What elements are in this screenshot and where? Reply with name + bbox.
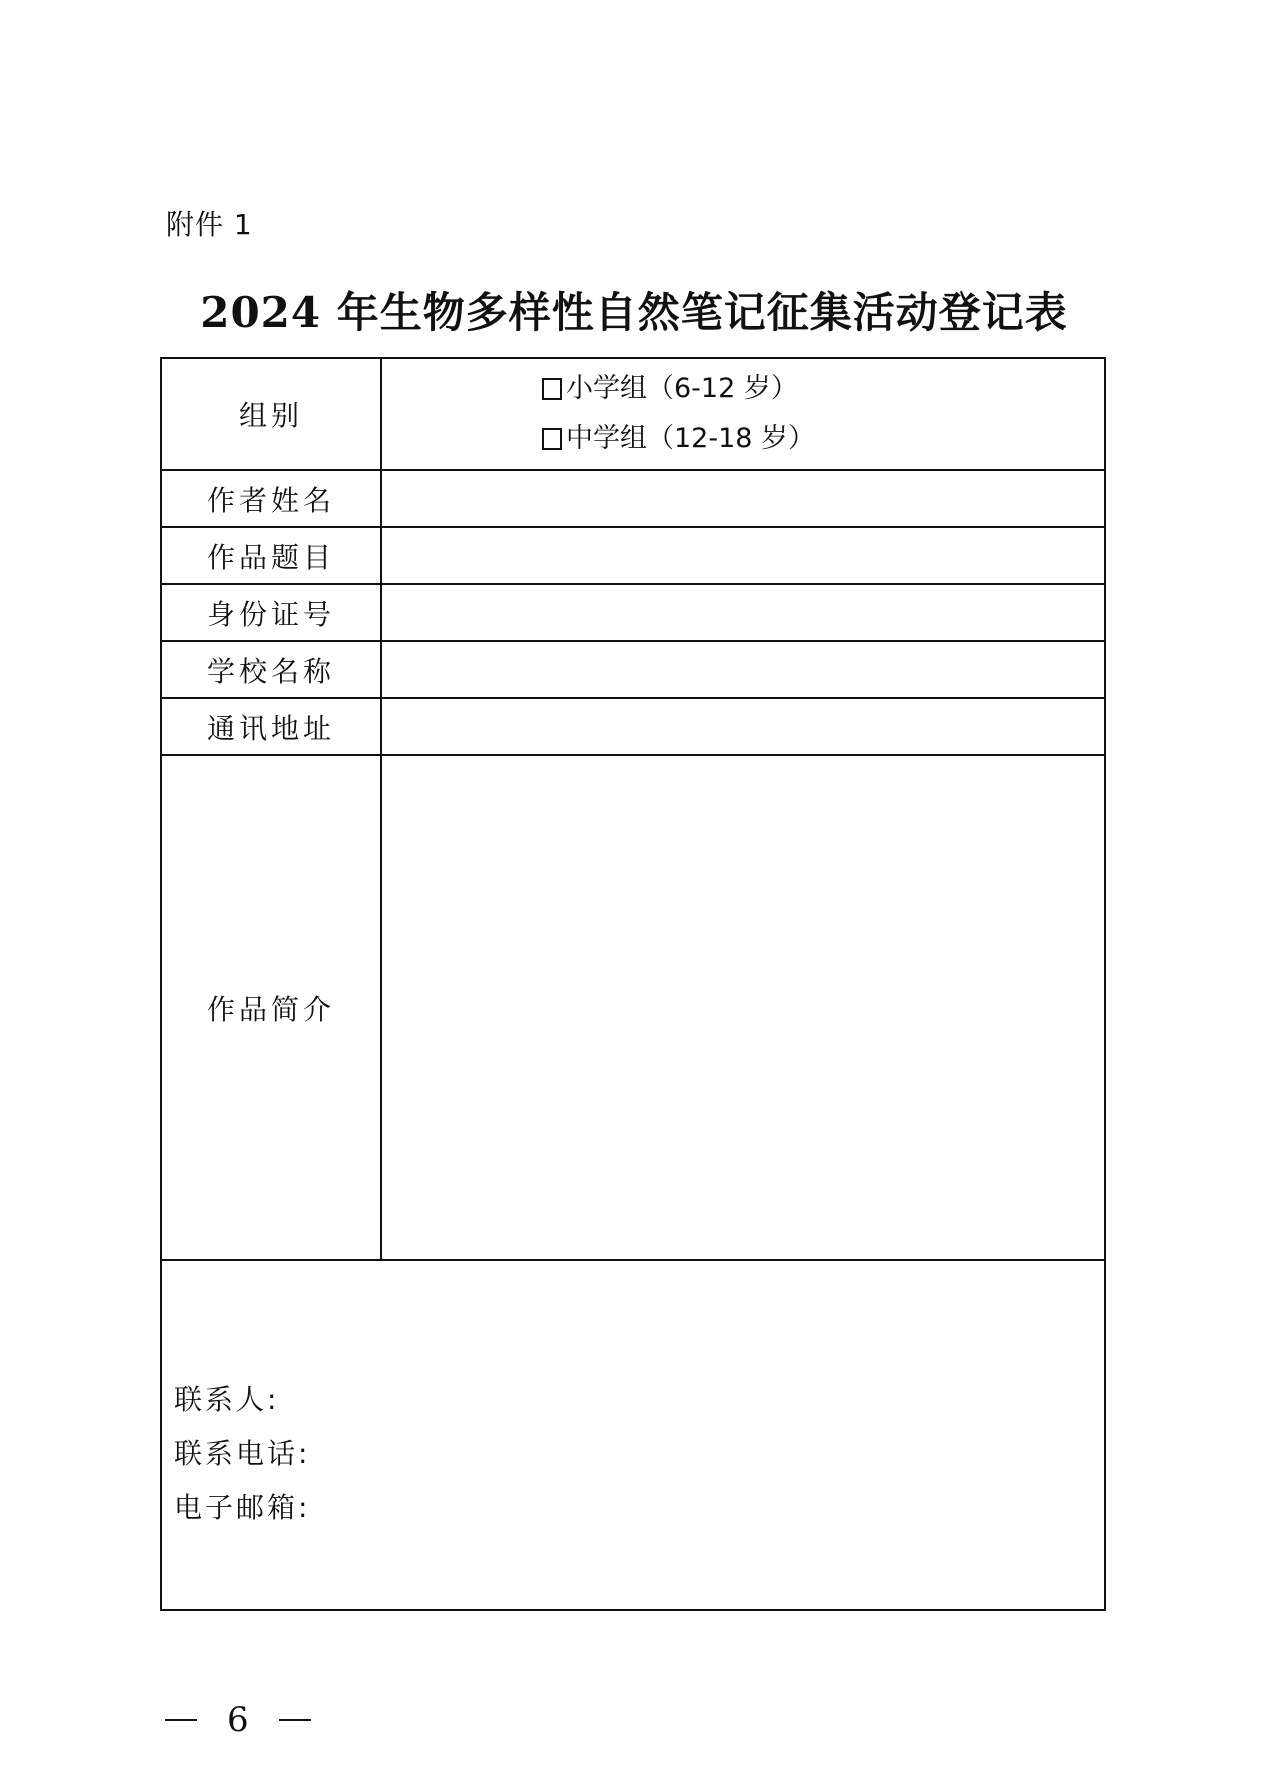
group-label: 组别 [161,358,381,470]
address-label: 通讯地址 [161,698,381,755]
address-row [161,698,1105,755]
school-name-label: 学校名称 [161,641,381,698]
option-primary-label: 小学组（6-12 岁） [566,373,798,404]
option-secondary-label: 中学组（12-18 岁） [566,423,816,454]
id-number-row [161,584,1105,641]
checkbox-primary[interactable] [542,378,562,400]
checkbox-secondary[interactable] [542,428,562,450]
contact-person-field[interactable]: 联系人: [174,1383,280,1416]
page-number [165,1700,311,1740]
dash-right [279,1719,311,1721]
option-secondary[interactable] [542,414,1104,464]
author-name-label: 作者姓名 [161,470,381,527]
work-title-row [161,527,1105,584]
page-number-text: 6 [227,1700,249,1740]
work-title-field[interactable] [381,527,1105,584]
id-number-label: 身份证号 [161,584,381,641]
school-name-field[interactable] [381,641,1105,698]
attachment-label: 附件 1 [166,208,253,241]
form-title: 2024 年生物多样性自然笔记征集活动登记表 [200,288,1068,337]
work-title-label: 作品题目 [161,527,381,584]
intro-label: 作品简介 [161,755,381,1260]
intro-field[interactable] [381,755,1105,1260]
id-number-field[interactable] [381,584,1105,641]
dash-left [165,1719,197,1721]
contact-row [161,1260,1105,1610]
author-name-field[interactable] [381,470,1105,527]
group-options [381,358,1105,470]
contact-cell [161,1260,1105,1610]
author-name-row [161,470,1105,527]
intro-row [161,755,1105,1260]
school-name-row [161,641,1105,698]
contact-phone-field[interactable]: 联系电话: [174,1437,311,1470]
contact-email-field[interactable]: 电子邮箱: [174,1491,311,1524]
option-primary[interactable] [542,364,1104,414]
registration-form-table [160,357,1106,1611]
group-row [161,358,1105,470]
address-field[interactable] [381,698,1105,755]
